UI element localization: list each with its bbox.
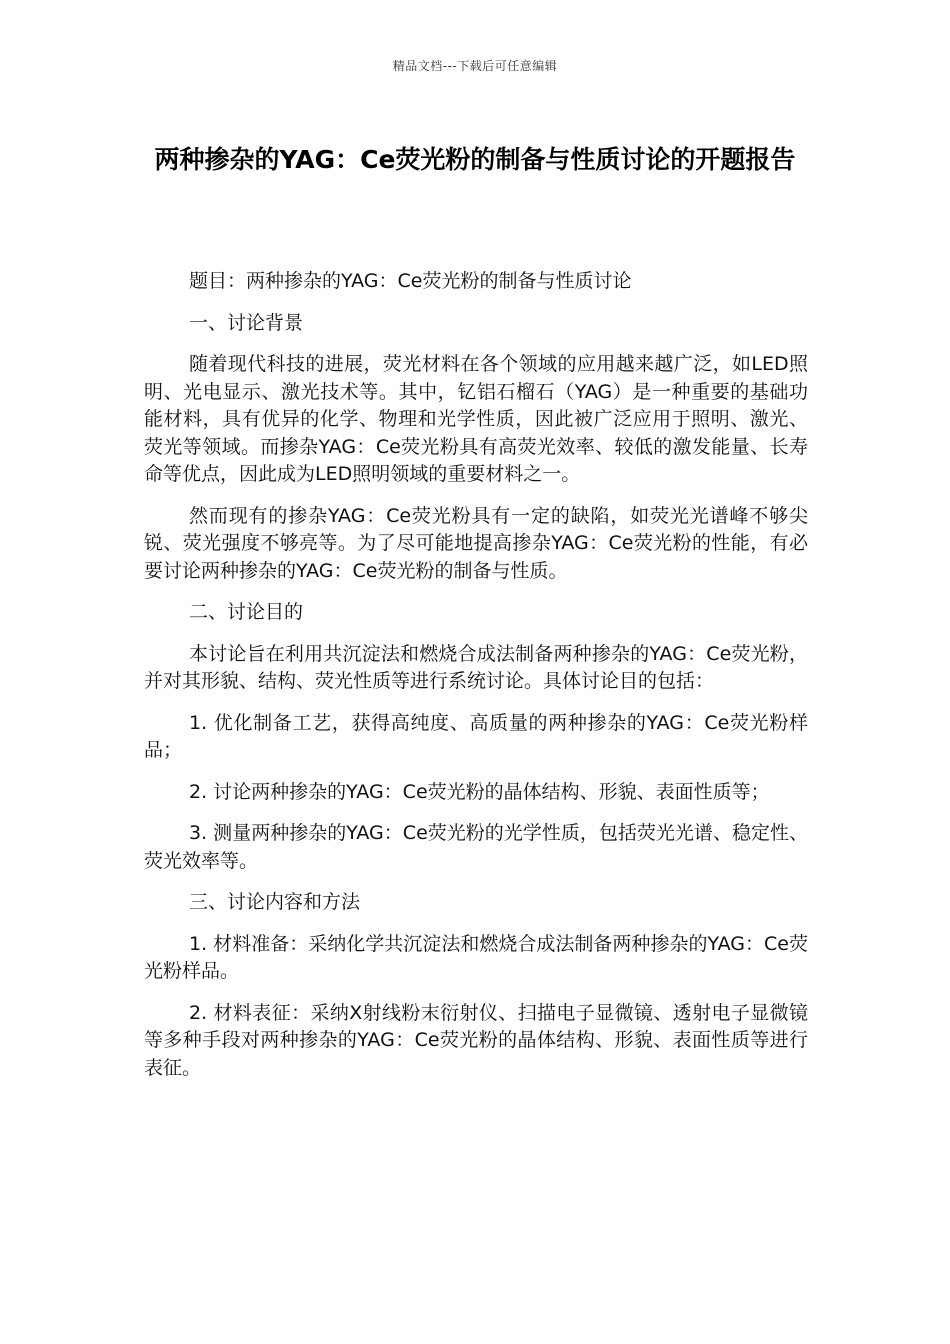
section-heading-methods: 三、讨论内容和方法 — [189, 891, 361, 913]
paragraph: 本讨论旨在利用共沉淀法和燃烧合成法制备两种掺杂的YAG：Ce荧光粉，并对其形貌、结构、荧光性质等进行系统讨论。具体讨论目的包括： — [144, 642, 808, 692]
list-item: 2. 讨论两种掺杂的YAG：Ce荧光粉的晶体结构、形貌、表面性质等； — [189, 780, 770, 803]
document-title: 两种掺杂的YAG：Ce荧光粉的制备与性质讨论的开题报告 — [154, 145, 796, 174]
section-heading-purpose: 二、讨论目的 — [189, 601, 304, 623]
header-note: 精品文档---下载后可任意编辑 — [392, 59, 558, 73]
list-item: 3. 测量两种掺杂的YAG：Ce荧光粉的光学性质，包括荧光光谱、稳定性、荧光效率等。 — [144, 822, 808, 872]
list-item: 1. 材料准备：采纳化学共沉淀法和燃烧合成法制备两种掺杂的YAG：Ce荧光粉样品。 — [144, 932, 808, 982]
subject-line: 题目：两种掺杂的YAG：Ce荧光粉的制备与性质讨论 — [189, 270, 632, 292]
section-heading-background: 一、讨论背景 — [189, 311, 304, 334]
paragraph: 随着现代科技的进展，荧光材料在各个领域的应用越来越广泛，如LED照明、光电显示、激光技术等。其中，钇铝石榴石（YAG）是一种重要的基础功能材料，具有优异的化学、物理和光学性质，因此被广泛应用于照明、激光、荧光等领域。而掺杂YAG：Ce荧光粉具有高荧光效率、较低的激发能量、长寿命等优点，因此成为LED照明领域的重要材料之一。 — [144, 353, 808, 485]
document-body — [144, 268, 808, 1096]
list-item: 1. 优化制备工艺，获得高纯度、高质量的两种掺杂的YAG：Ce荧光粉样品； — [144, 711, 808, 761]
list-item: 2. 材料表征：采纳X射线粉末衍射仪、扫描电子显微镜、透射电子显微镜等多种手段对两种掺杂的YAG：Ce荧光粉的晶体结构、形貌、表面性质等进行表征。 — [144, 1001, 808, 1079]
paragraph: 然而现有的掺杂YAG：Ce荧光粉具有一定的缺陷，如荧光光谱峰不够尖锐、荧光强度不够亮等。为了尽可能地提高掺杂YAG：Ce荧光粉的性能，有必要讨论两种掺杂的YAG：Ce荧光粉的制备与性质。 — [144, 504, 808, 582]
